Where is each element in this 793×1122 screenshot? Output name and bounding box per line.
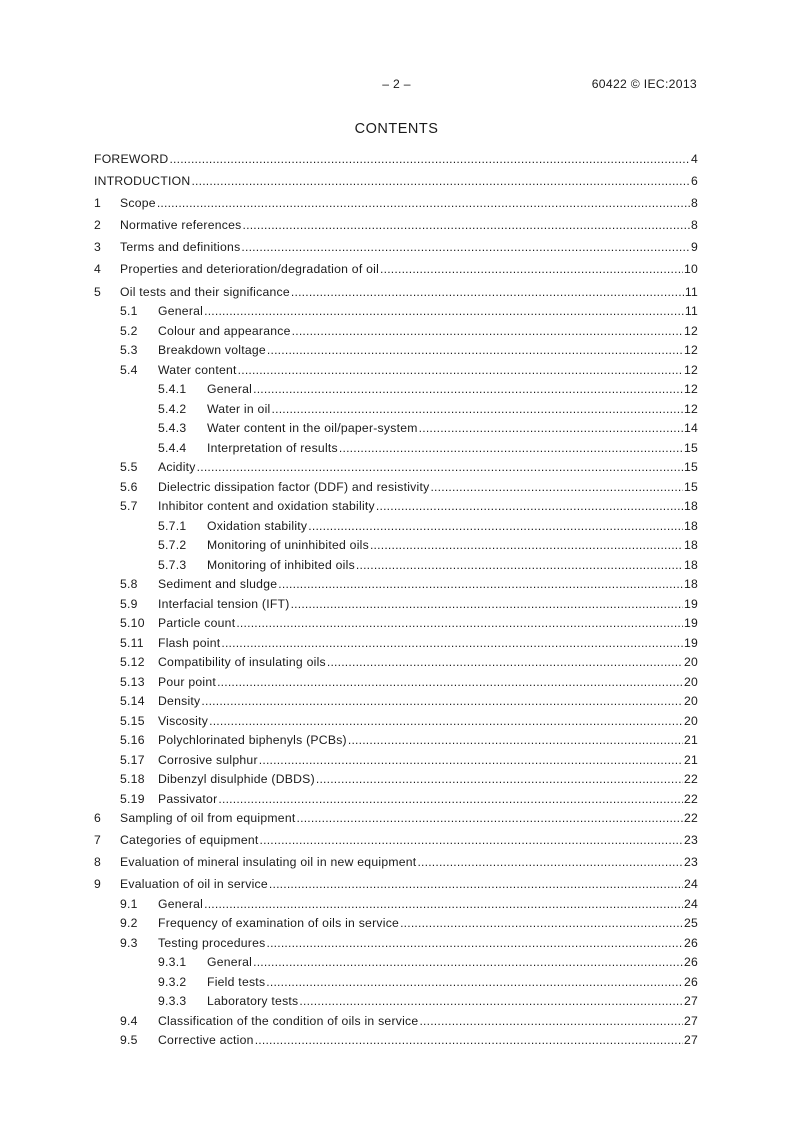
dot-leader bbox=[299, 992, 683, 1012]
toc-entry-page: 20 bbox=[683, 674, 698, 689]
toc-entry-title: Water content in the oil/paper-system bbox=[207, 421, 418, 436]
toc-entry-title: Monitoring of inhibited oils bbox=[207, 557, 355, 572]
toc-entry-number: 4 bbox=[94, 262, 102, 277]
toc-entry-number: 2 bbox=[94, 218, 102, 233]
toc-entry-title: Testing procedures bbox=[158, 935, 266, 950]
toc-entry-title: Frequency of examination of oils in service bbox=[158, 916, 400, 931]
toc-entry[interactable] bbox=[94, 341, 698, 361]
toc-entry-title: Classification of the condition of oils in service bbox=[158, 1013, 419, 1028]
toc-entry[interactable] bbox=[94, 751, 698, 771]
toc-entry-title: Passivator bbox=[158, 791, 218, 806]
toc-entry-number: 5 bbox=[94, 284, 102, 299]
toc-entry-title: Corrosive sulphur bbox=[158, 752, 258, 767]
toc-entry[interactable] bbox=[94, 653, 698, 673]
toc-entry-page: 14 bbox=[683, 421, 698, 436]
dot-leader bbox=[316, 770, 683, 790]
toc-entry-title: Interfacial tension (IFT) bbox=[158, 596, 290, 611]
toc-entry[interactable] bbox=[94, 238, 698, 258]
toc-entry-page: 26 bbox=[683, 955, 698, 970]
toc-entry[interactable] bbox=[94, 194, 698, 214]
toc-entry-title: General bbox=[158, 304, 204, 319]
toc-entry-number: 5.7.3 bbox=[158, 557, 187, 572]
toc-entry-page: 8 bbox=[690, 218, 698, 233]
dot-leader bbox=[272, 400, 683, 420]
dot-leader bbox=[260, 831, 683, 851]
toc-entry[interactable] bbox=[94, 770, 698, 790]
toc-entry-page: 27 bbox=[683, 1033, 698, 1048]
toc-entry[interactable] bbox=[94, 712, 698, 732]
dot-leader bbox=[376, 497, 683, 517]
toc-entry-page: 23 bbox=[683, 833, 698, 848]
toc-entry-page: 19 bbox=[683, 616, 698, 631]
toc-entry-number: 5.19 bbox=[120, 791, 145, 806]
dot-leader bbox=[217, 673, 683, 693]
toc-entry-title: Interpretation of results bbox=[207, 440, 338, 455]
toc-entry[interactable] bbox=[94, 150, 698, 170]
toc-entry-title: Water content bbox=[158, 362, 237, 377]
toc-entry-page: 11 bbox=[684, 284, 698, 299]
dot-leader bbox=[221, 634, 683, 654]
dot-leader bbox=[419, 419, 683, 439]
toc-entry[interactable] bbox=[94, 1031, 698, 1051]
toc-entry-title: Dibenzyl disulphide (DBDS) bbox=[158, 772, 315, 787]
toc-entry-title: Flash point bbox=[158, 635, 221, 650]
toc-entry-page: 6 bbox=[690, 174, 698, 189]
toc-entry-number: 9 bbox=[94, 877, 102, 892]
toc-entry[interactable] bbox=[94, 914, 698, 934]
dot-leader bbox=[266, 934, 682, 954]
toc-entry-number: 9.2 bbox=[120, 916, 138, 931]
dot-leader bbox=[269, 875, 683, 895]
dot-leader bbox=[292, 322, 683, 342]
dot-leader bbox=[169, 150, 690, 170]
toc-entry[interactable] bbox=[94, 283, 698, 303]
toc-entry-number: 6 bbox=[94, 811, 102, 826]
toc-entry-title: Acidity bbox=[158, 460, 196, 475]
toc-entry-number: 9.3.1 bbox=[158, 955, 187, 970]
toc-entry-page: 15 bbox=[683, 440, 698, 455]
toc-entry[interactable] bbox=[94, 536, 698, 556]
toc-entry-title: Oxidation stability bbox=[207, 518, 308, 533]
toc-entry-page: 12 bbox=[683, 401, 698, 416]
dot-leader bbox=[348, 731, 683, 751]
dot-leader bbox=[197, 458, 683, 478]
toc-entry-number: 5.9 bbox=[120, 596, 138, 611]
toc-entry-page: 22 bbox=[683, 791, 698, 806]
toc-entry-number: 5.10 bbox=[120, 616, 145, 631]
toc-entry[interactable] bbox=[94, 634, 698, 654]
toc-entry-page: 12 bbox=[683, 362, 698, 377]
page-title: CONTENTS bbox=[354, 121, 439, 137]
dot-leader bbox=[259, 751, 683, 771]
toc-entry[interactable] bbox=[94, 673, 698, 693]
toc-entry-title: Viscosity bbox=[158, 713, 209, 728]
toc-entry[interactable] bbox=[94, 575, 698, 595]
toc-entry-number: 5.7.1 bbox=[158, 518, 187, 533]
dot-leader bbox=[253, 380, 683, 400]
toc-entry-page: 18 bbox=[683, 557, 698, 572]
toc-entry-number: 5.4.2 bbox=[158, 401, 187, 416]
document-id: 60422 © IEC:2013 bbox=[591, 77, 697, 91]
toc-entry-title: Water in oil bbox=[207, 401, 271, 416]
toc-entry-page: 22 bbox=[683, 772, 698, 787]
toc-entry-page: 18 bbox=[683, 499, 698, 514]
toc-entry-page: 22 bbox=[683, 811, 698, 826]
dot-leader bbox=[291, 595, 683, 615]
toc-entry-number: 5.6 bbox=[120, 479, 138, 494]
toc-entry-page: 15 bbox=[683, 460, 698, 475]
toc-entry-number: 5.18 bbox=[120, 772, 145, 787]
toc-entry-page: 18 bbox=[683, 518, 698, 533]
toc-entry-number: 9.3.3 bbox=[158, 994, 187, 1009]
toc-entry-page: 8 bbox=[690, 196, 698, 211]
toc-entry-number: 9.5 bbox=[120, 1033, 138, 1048]
toc-entry-title: Sampling of oil from equipment bbox=[120, 811, 296, 826]
toc-entry-number: 5.5 bbox=[120, 460, 138, 475]
dot-leader bbox=[204, 302, 684, 322]
toc-entry-page: 26 bbox=[683, 974, 698, 989]
toc-entry[interactable] bbox=[94, 809, 698, 829]
toc-entry-page: 10 bbox=[683, 262, 698, 277]
toc-entry-title: Corrective action bbox=[158, 1033, 254, 1048]
toc-entry[interactable] bbox=[94, 478, 698, 498]
dot-leader bbox=[417, 853, 683, 873]
toc-entry[interactable] bbox=[94, 361, 698, 381]
toc-entry-number: 3 bbox=[94, 240, 102, 255]
toc-entry-number: 8 bbox=[94, 855, 102, 870]
toc-entry-number: 5.1 bbox=[120, 304, 138, 319]
toc-entry[interactable] bbox=[94, 172, 698, 192]
page-header bbox=[0, 77, 793, 93]
toc-entry-page: 12 bbox=[683, 343, 698, 358]
toc-entry-page: 11 bbox=[684, 304, 698, 319]
toc-entry-page: 25 bbox=[683, 916, 698, 931]
toc-entry[interactable] bbox=[94, 400, 698, 420]
toc-entry-number: 9.4 bbox=[120, 1013, 138, 1028]
dot-leader bbox=[339, 439, 683, 459]
toc-entry-number: 5.13 bbox=[120, 674, 145, 689]
toc-entry-number: 5.4.3 bbox=[158, 421, 187, 436]
dot-leader bbox=[241, 238, 690, 258]
toc-entry-title: Pour point bbox=[158, 674, 217, 689]
toc-entry[interactable] bbox=[94, 973, 698, 993]
toc-entry[interactable] bbox=[94, 216, 698, 236]
toc-entry-page: 4 bbox=[690, 152, 698, 166]
toc-entry[interactable] bbox=[94, 419, 698, 439]
toc-entry-number: 5.14 bbox=[120, 694, 145, 709]
toc-entry-title: Inhibitor content and oxidation stability bbox=[158, 499, 375, 514]
toc-entry[interactable] bbox=[94, 260, 698, 280]
toc-entry[interactable] bbox=[94, 458, 698, 478]
toc-entry-number: 7 bbox=[94, 833, 102, 848]
toc-entry[interactable] bbox=[94, 302, 698, 322]
toc-entry-number: 5.3 bbox=[120, 343, 138, 358]
dot-leader bbox=[218, 790, 683, 810]
toc-entry-title: Terms and definitions bbox=[120, 240, 241, 255]
toc-entry[interactable] bbox=[94, 895, 698, 915]
toc-entry[interactable] bbox=[94, 439, 698, 459]
toc-entry-title: Compatibility of insulating oils bbox=[158, 655, 326, 670]
dot-leader bbox=[419, 1012, 683, 1032]
toc-entry[interactable] bbox=[94, 875, 698, 895]
dot-leader bbox=[157, 194, 690, 214]
table-of-contents bbox=[94, 150, 698, 1051]
toc-entry-title: Scope bbox=[120, 196, 156, 211]
toc-entry-page: 27 bbox=[683, 994, 698, 1009]
toc-entry-title: General bbox=[207, 955, 253, 970]
toc-entry[interactable] bbox=[94, 831, 698, 851]
toc-entry-title: Properties and deterioration/degradation of oil bbox=[120, 262, 380, 277]
toc-entry-page: 26 bbox=[683, 935, 698, 950]
toc-entry-page: 23 bbox=[683, 855, 698, 870]
toc-entry-title: FOREWORD bbox=[94, 152, 169, 166]
toc-entry[interactable] bbox=[94, 853, 698, 873]
dot-leader bbox=[430, 478, 682, 498]
toc-entry-title: Polychlorinated biphenyls (PCBs) bbox=[158, 733, 347, 748]
toc-entry[interactable] bbox=[94, 692, 698, 712]
toc-entry[interactable] bbox=[94, 992, 698, 1012]
toc-entry-title: Dielectric dissipation factor (DDF) and resistivity bbox=[158, 479, 430, 494]
toc-entry-page: 27 bbox=[683, 1013, 698, 1028]
dot-leader bbox=[204, 895, 683, 915]
dot-leader bbox=[191, 172, 690, 192]
toc-entry[interactable] bbox=[94, 380, 698, 400]
toc-entry-number: 5.7 bbox=[120, 499, 138, 514]
toc-entry-number: 5.11 bbox=[120, 635, 144, 650]
toc-entry-title: Evaluation of oil in service bbox=[120, 877, 268, 892]
toc-entry-page: 18 bbox=[683, 577, 698, 592]
toc-entry-title: Laboratory tests bbox=[207, 994, 299, 1009]
dot-leader bbox=[253, 953, 683, 973]
toc-entry-number: 5.4 bbox=[120, 362, 138, 377]
dot-leader bbox=[238, 361, 683, 381]
dot-leader bbox=[243, 216, 690, 236]
toc-entry[interactable] bbox=[94, 790, 698, 810]
toc-entry-page: 12 bbox=[683, 323, 698, 338]
toc-entry-page: 19 bbox=[683, 596, 698, 611]
dot-leader bbox=[266, 973, 683, 993]
toc-entry-page: 18 bbox=[683, 538, 698, 553]
toc-entry-number: 5.16 bbox=[120, 733, 145, 748]
toc-entry[interactable] bbox=[94, 556, 698, 576]
dot-leader bbox=[236, 614, 683, 634]
dot-leader bbox=[291, 283, 684, 303]
toc-entry-page: 15 bbox=[683, 479, 698, 494]
toc-entry[interactable] bbox=[94, 497, 698, 517]
toc-entry-page: 24 bbox=[683, 877, 698, 892]
dot-leader bbox=[380, 260, 683, 280]
toc-entry-number: 5.8 bbox=[120, 577, 138, 592]
dot-leader bbox=[278, 575, 683, 595]
toc-entry[interactable] bbox=[94, 1012, 698, 1032]
toc-entry-page: 9 bbox=[690, 240, 698, 255]
dot-leader bbox=[327, 653, 683, 673]
toc-entry-page: 21 bbox=[683, 733, 698, 748]
toc-entry[interactable] bbox=[94, 322, 698, 342]
toc-entry-title: Normative references bbox=[120, 218, 242, 233]
toc-entry[interactable] bbox=[94, 934, 698, 954]
toc-entry-title: General bbox=[207, 382, 253, 397]
toc-entry[interactable] bbox=[94, 595, 698, 615]
toc-entry-title: Categories of equipment bbox=[120, 833, 259, 848]
toc-entry-number: 5.2 bbox=[120, 323, 138, 338]
dot-leader bbox=[308, 517, 683, 537]
toc-entry-page: 21 bbox=[683, 752, 698, 767]
toc-entry-page: 20 bbox=[683, 713, 698, 728]
toc-entry-title: Evaluation of mineral insulating oil in new equipment bbox=[120, 855, 417, 870]
toc-entry-title: Particle count bbox=[158, 616, 236, 631]
dot-leader bbox=[356, 556, 683, 576]
toc-entry-title: Colour and appearance bbox=[158, 323, 291, 338]
toc-entry[interactable] bbox=[94, 953, 698, 973]
dot-leader bbox=[209, 712, 683, 732]
toc-entry-number: 5.17 bbox=[120, 752, 145, 767]
dot-leader bbox=[267, 341, 683, 361]
toc-entry-title: Monitoring of uninhibited oils bbox=[207, 538, 369, 553]
page-number: – 2 – bbox=[382, 77, 411, 91]
toc-entry-number: 5.7.2 bbox=[158, 538, 187, 553]
toc-entry-number: 5.12 bbox=[120, 655, 145, 670]
toc-entry[interactable] bbox=[94, 614, 698, 634]
toc-entry-title: Field tests bbox=[207, 974, 266, 989]
toc-entry-number: 9.3.2 bbox=[158, 974, 187, 989]
toc-entry-number: 5.15 bbox=[120, 713, 145, 728]
toc-entry-page: 12 bbox=[683, 382, 698, 397]
toc-entry-title: Oil tests and their significance bbox=[120, 284, 290, 299]
toc-entry-number: 9.1 bbox=[120, 896, 138, 911]
dot-leader bbox=[370, 536, 683, 556]
toc-entry-number: 1 bbox=[94, 196, 102, 211]
toc-entry[interactable] bbox=[94, 731, 698, 751]
dot-leader bbox=[400, 914, 683, 934]
toc-entry-title: Density bbox=[158, 694, 201, 709]
toc-entry-title: Breakdown voltage bbox=[158, 343, 266, 358]
toc-entry-page: 24 bbox=[683, 896, 698, 911]
toc-entry-title: Sediment and sludge bbox=[158, 577, 278, 592]
toc-entry-number: 9.3 bbox=[120, 935, 138, 950]
dot-leader bbox=[297, 809, 683, 829]
toc-entry-number: 5.4.4 bbox=[158, 440, 187, 455]
toc-entry-title: General bbox=[158, 896, 204, 911]
dot-leader bbox=[255, 1031, 683, 1051]
toc-entry-number: 5.4.1 bbox=[158, 382, 187, 397]
toc-entry[interactable] bbox=[94, 517, 698, 537]
toc-entry-page: 19 bbox=[683, 635, 698, 650]
toc-entry-page: 20 bbox=[683, 694, 698, 709]
toc-entry-title: INTRODUCTION bbox=[94, 174, 191, 189]
toc-entry-page: 20 bbox=[683, 655, 698, 670]
dot-leader bbox=[201, 692, 683, 712]
